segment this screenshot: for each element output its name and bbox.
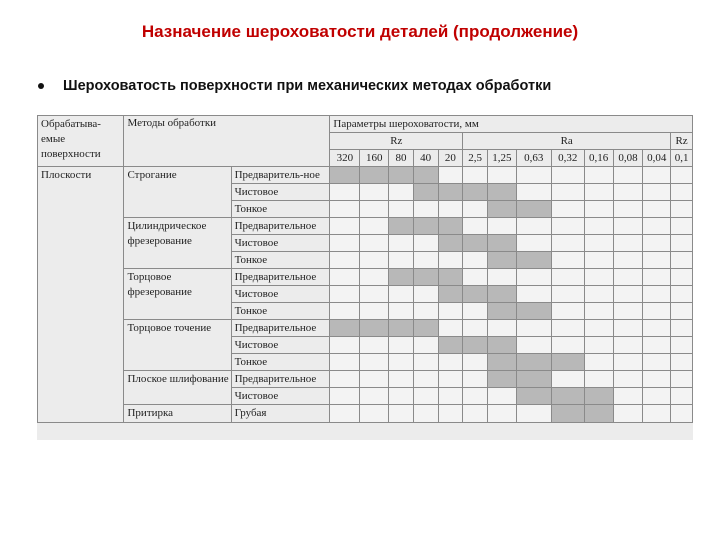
range-cell-empty [671, 218, 693, 235]
range-cell-empty [643, 184, 671, 201]
range-cell-empty [438, 388, 463, 405]
range-cell-filled [516, 201, 551, 218]
range-cell-empty [389, 184, 414, 201]
range-cell-empty [671, 388, 693, 405]
range-cell-filled [438, 235, 463, 252]
range-cell-empty [671, 320, 693, 337]
range-cell-filled [584, 405, 613, 423]
range-cell-filled [487, 303, 516, 320]
range-cell-empty [613, 388, 643, 405]
range-cell-filled [516, 388, 551, 405]
table-row [38, 371, 693, 388]
header-value: 0,32 [551, 150, 584, 167]
stage-cell: Тонкое [231, 303, 330, 320]
range-cell-empty [360, 405, 389, 423]
range-cell-empty [671, 405, 693, 423]
range-cell-filled [551, 405, 584, 423]
header-value: 2,5 [463, 150, 488, 167]
range-cell-empty [613, 303, 643, 320]
range-cell-empty [516, 320, 551, 337]
range-cell-empty [613, 252, 643, 269]
range-cell-empty [330, 218, 360, 235]
header-group-ra: Ra [463, 133, 671, 150]
range-cell-filled [389, 320, 414, 337]
range-cell-filled [438, 218, 463, 235]
range-cell-empty [671, 337, 693, 354]
header-value: 0,16 [584, 150, 613, 167]
range-cell-empty [413, 388, 438, 405]
range-cell-filled [413, 184, 438, 201]
range-cell-empty [360, 269, 389, 286]
range-cell-empty [613, 320, 643, 337]
range-cell-filled [487, 235, 516, 252]
range-cell-empty [613, 235, 643, 252]
range-cell-empty [643, 167, 671, 184]
range-cell-empty [551, 218, 584, 235]
range-cell-filled [330, 167, 360, 184]
range-cell-empty [551, 252, 584, 269]
range-cell-empty [487, 269, 516, 286]
range-cell-empty [389, 252, 414, 269]
range-cell-empty [584, 320, 613, 337]
stage-cell: Грубая [231, 405, 330, 423]
range-cell-empty [487, 218, 516, 235]
range-cell-empty [643, 371, 671, 388]
range-cell-empty [671, 252, 693, 269]
roughness-table-panel [37, 115, 693, 440]
header-value: 20 [438, 150, 463, 167]
range-cell-filled [360, 320, 389, 337]
range-cell-empty [613, 405, 643, 423]
range-cell-empty [360, 337, 389, 354]
method-cell: Цилиндрическое фрезерование [124, 218, 231, 269]
range-cell-empty [516, 167, 551, 184]
range-cell-empty [360, 303, 389, 320]
range-cell-empty [584, 252, 613, 269]
range-cell-empty [389, 286, 414, 303]
header-parameters: Параметры шероховатости, мм [330, 116, 693, 133]
header-value: 80 [389, 150, 414, 167]
range-cell-empty [360, 201, 389, 218]
range-cell-empty [413, 201, 438, 218]
range-cell-empty [551, 371, 584, 388]
range-cell-empty [389, 303, 414, 320]
range-cell-filled [551, 388, 584, 405]
range-cell-empty [413, 354, 438, 371]
stage-cell: Чистовое [231, 286, 330, 303]
bullet-text: Шероховатость поверхности при механических методах обработки [63, 78, 552, 94]
range-cell-empty [330, 269, 360, 286]
range-cell-empty [463, 218, 488, 235]
range-cell-filled [438, 269, 463, 286]
range-cell-empty [516, 184, 551, 201]
range-cell-empty [330, 303, 360, 320]
table-row [38, 269, 693, 286]
range-cell-empty [389, 337, 414, 354]
header-value: 40 [413, 150, 438, 167]
range-cell-empty [584, 303, 613, 320]
range-cell-filled [516, 252, 551, 269]
header-value: 160 [360, 150, 389, 167]
stage-cell: Чистовое [231, 388, 330, 405]
header-value: 1,25 [487, 150, 516, 167]
range-cell-empty [516, 235, 551, 252]
range-cell-filled [487, 354, 516, 371]
range-cell-filled [487, 286, 516, 303]
range-cell-filled [516, 303, 551, 320]
range-cell-empty [551, 303, 584, 320]
range-cell-empty [463, 167, 488, 184]
range-cell-empty [643, 269, 671, 286]
range-cell-empty [551, 337, 584, 354]
stage-cell: Предваритель-ное [231, 167, 330, 184]
range-cell-filled [438, 184, 463, 201]
roughness-table [37, 115, 693, 423]
range-cell-empty [584, 286, 613, 303]
range-cell-empty [438, 320, 463, 337]
range-cell-empty [330, 388, 360, 405]
range-cell-empty [438, 201, 463, 218]
range-cell-empty [360, 388, 389, 405]
range-cell-empty [584, 371, 613, 388]
header-value: 0,1 [671, 150, 693, 167]
range-cell-empty [643, 252, 671, 269]
range-cell-empty [413, 235, 438, 252]
range-cell-empty [643, 320, 671, 337]
range-cell-filled [389, 167, 414, 184]
range-cell-empty [643, 337, 671, 354]
range-cell-empty [389, 354, 414, 371]
table-row [38, 218, 693, 235]
range-cell-empty [389, 405, 414, 423]
range-cell-empty [643, 405, 671, 423]
range-cell-filled [413, 320, 438, 337]
range-cell-empty [330, 405, 360, 423]
stage-cell: Чистовое [231, 337, 330, 354]
range-cell-empty [487, 388, 516, 405]
range-cell-empty [643, 235, 671, 252]
range-cell-filled [487, 184, 516, 201]
range-cell-filled [360, 167, 389, 184]
range-cell-empty [584, 167, 613, 184]
range-cell-empty [613, 201, 643, 218]
header-value: 320 [330, 150, 360, 167]
range-cell-empty [438, 167, 463, 184]
stage-cell: Предварительное [231, 218, 330, 235]
range-cell-empty [671, 201, 693, 218]
range-cell-empty [487, 320, 516, 337]
range-cell-filled [463, 286, 488, 303]
header-methods: Методы обработки [124, 116, 330, 167]
range-cell-empty [463, 388, 488, 405]
stage-cell: Чистовое [231, 235, 330, 252]
method-cell: Торцовое фрезерование [124, 269, 231, 320]
range-cell-filled [413, 167, 438, 184]
range-cell-empty [389, 388, 414, 405]
method-cell: Плоское шлифование [124, 371, 231, 405]
range-cell-empty [330, 337, 360, 354]
range-cell-empty [584, 354, 613, 371]
range-cell-empty [463, 201, 488, 218]
range-cell-empty [613, 218, 643, 235]
range-cell-empty [330, 252, 360, 269]
table-row [38, 167, 693, 184]
range-cell-empty [463, 320, 488, 337]
range-cell-empty [413, 252, 438, 269]
range-cell-empty [360, 286, 389, 303]
range-cell-empty [487, 167, 516, 184]
stage-cell: Предварительное [231, 320, 330, 337]
range-cell-empty [330, 286, 360, 303]
range-cell-empty [463, 303, 488, 320]
range-cell-empty [671, 184, 693, 201]
range-cell-filled [487, 201, 516, 218]
range-cell-empty [613, 337, 643, 354]
range-cell-filled [438, 337, 463, 354]
range-cell-filled [463, 184, 488, 201]
header-value: 0,04 [643, 150, 671, 167]
stage-cell: Чистовое [231, 184, 330, 201]
range-cell-empty [516, 269, 551, 286]
range-cell-empty [463, 354, 488, 371]
range-cell-empty [438, 371, 463, 388]
method-cell: Строгание [124, 167, 231, 218]
range-cell-empty [360, 235, 389, 252]
range-cell-empty [551, 201, 584, 218]
stage-cell: Тонкое [231, 252, 330, 269]
range-cell-empty [463, 269, 488, 286]
range-cell-empty [551, 320, 584, 337]
method-cell: Торцовое точение [124, 320, 231, 371]
range-cell-empty [671, 269, 693, 286]
range-cell-empty [413, 371, 438, 388]
range-cell-empty [438, 405, 463, 423]
range-cell-filled [551, 354, 584, 371]
header-surfaces: Обрабатыва-емые поверхности [38, 116, 124, 167]
range-cell-filled [413, 269, 438, 286]
range-cell-empty [413, 337, 438, 354]
range-cell-filled [463, 337, 488, 354]
table-row [38, 405, 693, 423]
range-cell-filled [487, 371, 516, 388]
range-cell-empty [438, 303, 463, 320]
range-cell-empty [671, 286, 693, 303]
header-group-rz: Rz [671, 133, 693, 150]
range-cell-empty [360, 371, 389, 388]
range-cell-empty [389, 201, 414, 218]
range-cell-empty [413, 303, 438, 320]
range-cell-empty [584, 184, 613, 201]
range-cell-empty [613, 167, 643, 184]
range-cell-empty [438, 354, 463, 371]
range-cell-filled [487, 337, 516, 354]
range-cell-empty [584, 269, 613, 286]
range-cell-filled [438, 286, 463, 303]
range-cell-filled [413, 218, 438, 235]
range-cell-empty [584, 235, 613, 252]
range-cell-empty [671, 303, 693, 320]
range-cell-empty [584, 337, 613, 354]
stage-cell: Тонкое [231, 354, 330, 371]
range-cell-filled [463, 235, 488, 252]
stage-cell: Предварительное [231, 371, 330, 388]
header-group-rz: Rz [330, 133, 463, 150]
range-cell-empty [360, 252, 389, 269]
range-cell-empty [584, 201, 613, 218]
range-cell-empty [551, 184, 584, 201]
range-cell-empty [551, 286, 584, 303]
stage-cell: Предварительное [231, 269, 330, 286]
range-cell-empty [330, 354, 360, 371]
range-cell-empty [643, 218, 671, 235]
range-cell-empty [516, 286, 551, 303]
range-cell-empty [671, 235, 693, 252]
range-cell-empty [613, 269, 643, 286]
range-cell-filled [516, 354, 551, 371]
bullet-item [38, 78, 551, 94]
range-cell-empty [671, 354, 693, 371]
range-cell-empty [487, 405, 516, 423]
range-cell-empty [516, 405, 551, 423]
range-cell-empty [330, 184, 360, 201]
range-cell-empty [551, 269, 584, 286]
range-cell-empty [613, 354, 643, 371]
range-cell-empty [613, 184, 643, 201]
range-cell-filled [487, 252, 516, 269]
range-cell-empty [643, 201, 671, 218]
range-cell-empty [389, 371, 414, 388]
range-cell-empty [551, 167, 584, 184]
range-cell-filled [389, 269, 414, 286]
range-cell-empty [330, 235, 360, 252]
range-cell-empty [438, 252, 463, 269]
table-row [38, 320, 693, 337]
range-cell-empty [463, 252, 488, 269]
header-value: 0,08 [613, 150, 643, 167]
range-cell-empty [643, 354, 671, 371]
range-cell-empty [584, 218, 613, 235]
range-cell-empty [360, 218, 389, 235]
range-cell-empty [516, 337, 551, 354]
range-cell-empty [413, 286, 438, 303]
range-cell-empty [643, 303, 671, 320]
range-cell-empty [330, 201, 360, 218]
surface-cell: Плоскости [38, 167, 124, 423]
range-cell-empty [613, 286, 643, 303]
header-value: 0,63 [516, 150, 551, 167]
range-cell-empty [671, 371, 693, 388]
range-cell-empty [551, 235, 584, 252]
range-cell-empty [643, 388, 671, 405]
range-cell-empty [643, 286, 671, 303]
range-cell-empty [360, 354, 389, 371]
range-cell-filled [584, 388, 613, 405]
range-cell-empty [389, 235, 414, 252]
range-cell-empty [463, 371, 488, 388]
range-cell-empty [413, 405, 438, 423]
range-cell-empty [360, 184, 389, 201]
range-cell-empty [613, 371, 643, 388]
range-cell-filled [516, 371, 551, 388]
range-cell-empty [463, 405, 488, 423]
range-cell-empty [330, 371, 360, 388]
range-cell-filled [389, 218, 414, 235]
range-cell-empty [671, 167, 693, 184]
range-cell-filled [330, 320, 360, 337]
bullet-dot-icon [38, 83, 44, 89]
slide-title: Назначение шероховатости деталей (продолжение) [141, 22, 579, 41]
method-cell: Притирка [124, 405, 231, 423]
stage-cell: Тонкое [231, 201, 330, 218]
range-cell-empty [516, 218, 551, 235]
